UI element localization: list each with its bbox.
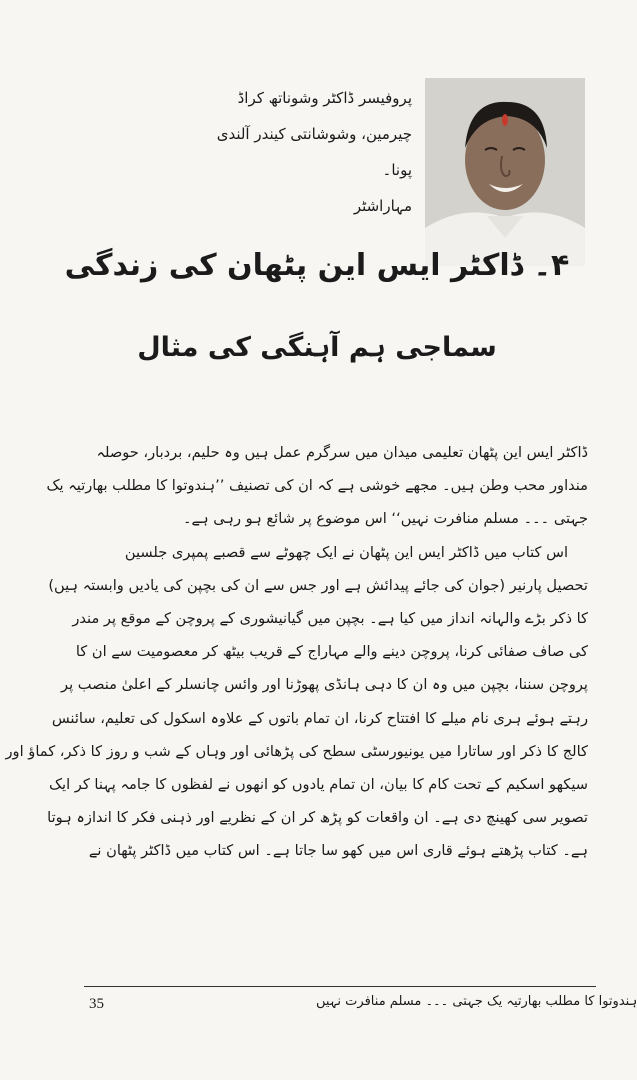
- body-line: منداور محب وطن ہیں۔ مجھے خوشی ہے کہ ان کی تصنیف ’’ہندوتوا کا مطلب بھارتیہ یک: [46, 477, 588, 495]
- body-line: ڈاکٹر ایس این پٹھان تعلیمی میدان میں سرگرم عمل ہیں وہ حلیم، بردبار، حوصلہ: [96, 444, 588, 461]
- running-footer-title: ہندوتوا کا مطلب بھارتیہ یک جہتی ۔۔۔ مسلم منافرت نہیں: [316, 994, 637, 1009]
- body-line: سیکھو اسکیم کے تحت کام کا بیان، ان تمام یادوں کو انھوں نے لفظوں کا جامہ پہنا کر ایک: [48, 775, 588, 793]
- author-position: چیرمین، وشوشانتی کیندر آلندی: [216, 125, 412, 143]
- body-line: رہتے ہوئے ہری نام میلے کا افتتاح کرنا، ان تمام باتوں کے علاوہ اسکول کی تعلیم، سائنس: [51, 709, 588, 727]
- body-line: ہے۔ کتاب پڑھتے ہوئے قاری اس میں کھو سا جاتا ہے۔ اس کتاب میں ڈاکٹر پٹھان نے: [88, 842, 588, 860]
- body-line: تصویر سی کھینچ دی ہے۔ ان واقعات کو پڑھ کر ان کے نظریے اور ذہنی فکر کا اندازہ ہوتا: [47, 809, 588, 827]
- page-number: 35: [89, 996, 104, 1012]
- body-line: تحصیل پارنیر (جوان کی جائے پیدائش ہے اور جس سے ان کی بچپن کی یادیں وابستہ ہیں): [48, 576, 588, 594]
- body-line: کی صاف صفائی کرنا، پروچن دینے والے مہاراج کے قریب بیٹھ کر معصومیت سے ان کا: [75, 643, 588, 661]
- body-line: پروچن سننا، بچپن میں وہ ان کا دہی ہانڈی پھوڑنا اور وائس چانسلر کے اعلیٰ منصب پر: [61, 676, 588, 694]
- chapter-title-line-1: ۴۔ ڈاکٹر ایس این پٹھان کی زندگی: [64, 248, 570, 283]
- author-name: پروفیسر ڈاکٹر وشوناتھ کراڈ: [237, 89, 412, 107]
- author-state: مہاراشٹر: [353, 197, 412, 215]
- author-block: [212, 80, 412, 224]
- body-line: کالج کا ذکر اور ساتارا میں یونیورسٹی سطح کی پڑھائی اور وہاں کے شب و روز کا ذکر، کماؤ اور: [5, 742, 588, 760]
- body-line: اس کتاب میں ڈاکٹر ایس این پٹھان نے ایک چھوٹے سے قصبے پمپری جلسین: [124, 543, 568, 561]
- body-line: کا ذکر بڑے والہانہ انداز میں کیا ہے۔ بچپن میں گیانیشوری کے پروچن کے موقع پر مندر: [72, 609, 588, 627]
- footer-divider: [84, 986, 596, 987]
- body-line: جہتی ۔۔۔ مسلم منافرت نہیں‘‘ اس موضوع پر شائع ہو رہی ہے۔: [182, 510, 588, 528]
- chapter-title-line-2: سماجی ہم آہنگی کی مثال: [137, 332, 497, 363]
- author-photo: [425, 78, 585, 266]
- portrait-image: [425, 78, 585, 266]
- body-text: [5, 436, 588, 867]
- author-city: پونا۔: [382, 161, 412, 179]
